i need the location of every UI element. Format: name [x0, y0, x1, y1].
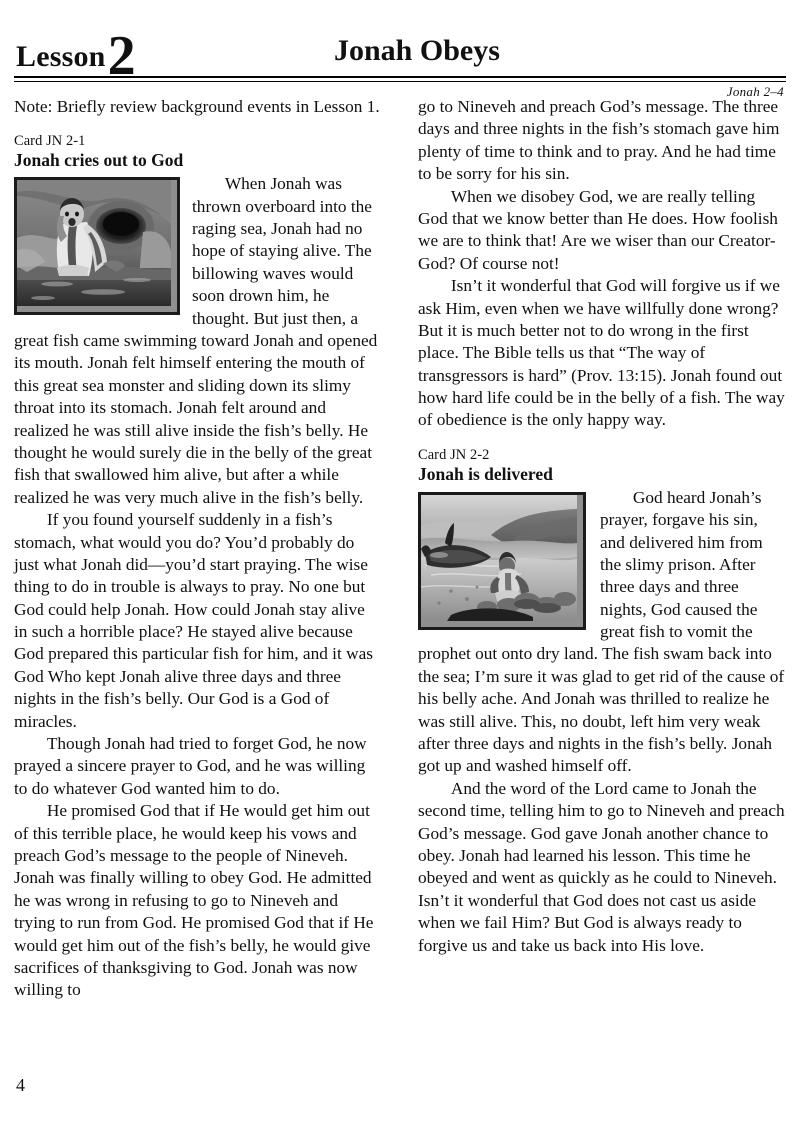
left-column: [14, 96, 382, 1002]
jonah-inside-fish-artwork: [17, 180, 171, 306]
page-header: [14, 25, 786, 99]
page-title: Jonah Obeys: [324, 34, 510, 68]
card-heading-jonah-cries-out: Jonah cries out to God: [14, 150, 184, 171]
right-paragraph-2: When we disobey God, we are really telling God that we know better than He does. How foolish we are to think that! Are we wiser than our Creator-God? Of course not!: [418, 186, 778, 273]
left-paragraph-2: If you found yourself suddenly in a fish’s stomach, what would you do? You’d probably do just what Jonah did—you’d start praying. The wise thing to do in trouble is always to pray. No one but God could help Jonah. How could Jonah stay alive in such a horrible place? He stayed alive because God prepared this particular fish for him, and it was God Who kept Jonah alive three days and three nights in the fish’s belly. Our God is a God of miracles.: [14, 510, 373, 731]
right-paragraph-1: go to Nineveh and preach God’s message. The three days and three nights in the fish’s stomach gave him plenty of time to think and to pray. And he had time to be sorry for his sin.: [418, 97, 780, 184]
right-paragraph-4: [418, 487, 786, 778]
lesson-number: 2: [107, 25, 136, 87]
review-note: Note: Briefly review background events in Lesson 1.: [14, 97, 380, 116]
page-number: 4: [16, 1075, 25, 1095]
lesson-label: [16, 25, 142, 87]
card-label-jn-2-1: Card JN 2-1: [14, 133, 86, 150]
left-paragraph-4: He promised God that if He would get him out of this terrible place, he would keep his vows and preach God’s message to the people of Nineveh. Jonah was finally willing to obey God. He admitted he was wrong in refusing to go to Nineveh and trying to run from God. He promised God that if He would get him out of the fish’s belly, he would give sacrifices of thanksgiving to God. Jonah was now willing to: [14, 801, 374, 1000]
right-paragraph-4-text: God heard Jonah’s prayer, forgave his sin, and delivered him from the slimy prison. After three days and three nights, God caused the great fish to vomit the prophet out onto dry land. The fish swam back into the sea; I’m sure it was glad to get rid of the cause of his belly ache. And Jonah was thrilled to realize he was still alive. This, no doubt, left him very weak after three days and nights in the fish’s belly. Jonah got up and washed himself off.: [418, 487, 785, 776]
lesson-word: Lesson: [16, 40, 106, 73]
illustration-jonah-on-shore: [418, 492, 586, 630]
section-spacer: [418, 432, 786, 446]
card-heading-jonah-delivered: Jonah is delivered: [418, 463, 553, 484]
left-paragraph-3: Though Jonah had tried to forget God, he now prayed a sincere prayer to God, and he was willing to do whatever God wanted him to do.: [14, 734, 367, 798]
card-label-jn-2-2: Card JN 2-2: [418, 446, 490, 463]
body-columns: [14, 96, 786, 1046]
right-column: [418, 96, 786, 957]
illustration-jonah-inside-fish: [14, 177, 180, 315]
jonah-on-shore-artwork: [421, 495, 577, 621]
right-paragraph-3: Isn’t it wonderful that God will forgive us if we ask Him, even when we have willfully done wrong? But it is much better not to do wrong in the first place. The Bible tells us that “The way of transgressors is hard” (Prov. 13:15). Jonah found out how hard life could be in the belly of a fish. The way of obedience is the only happy way.: [418, 276, 785, 430]
scripture-reference: Jonah 2–4: [726, 84, 784, 99]
left-paragraph-1: When Jonah was thrown overboard into the raging sea, Jonah had no hope of staying alive. The billowing waves would soon drown him, he thought. But just then, a great fish came swimming toward Jonah and opened its mouth. Jonah felt himself entering the mouth of this great sea monster and sliding down its slimy throat into its stomach. Jonah felt around and realized he was still alive inside the fish’s belly. He thought he would surely die in the belly of the great fish that swallowed him alive, but after a while realized he was very much alive in the fish’s belly.: [14, 174, 378, 507]
right-paragraph-5: And the word of the Lord came to Jonah the second time, telling him to go to Nineveh and preach God’s message. God gave Jonah another chance to obey. Jonah had learned his lesson. This time he obeyed and went as quickly as he could to Nineveh. Isn’t it wonderful that God does not cast us aside when we fail Him? But God is always ready to forgive us and take us back into His love.: [418, 778, 785, 955]
